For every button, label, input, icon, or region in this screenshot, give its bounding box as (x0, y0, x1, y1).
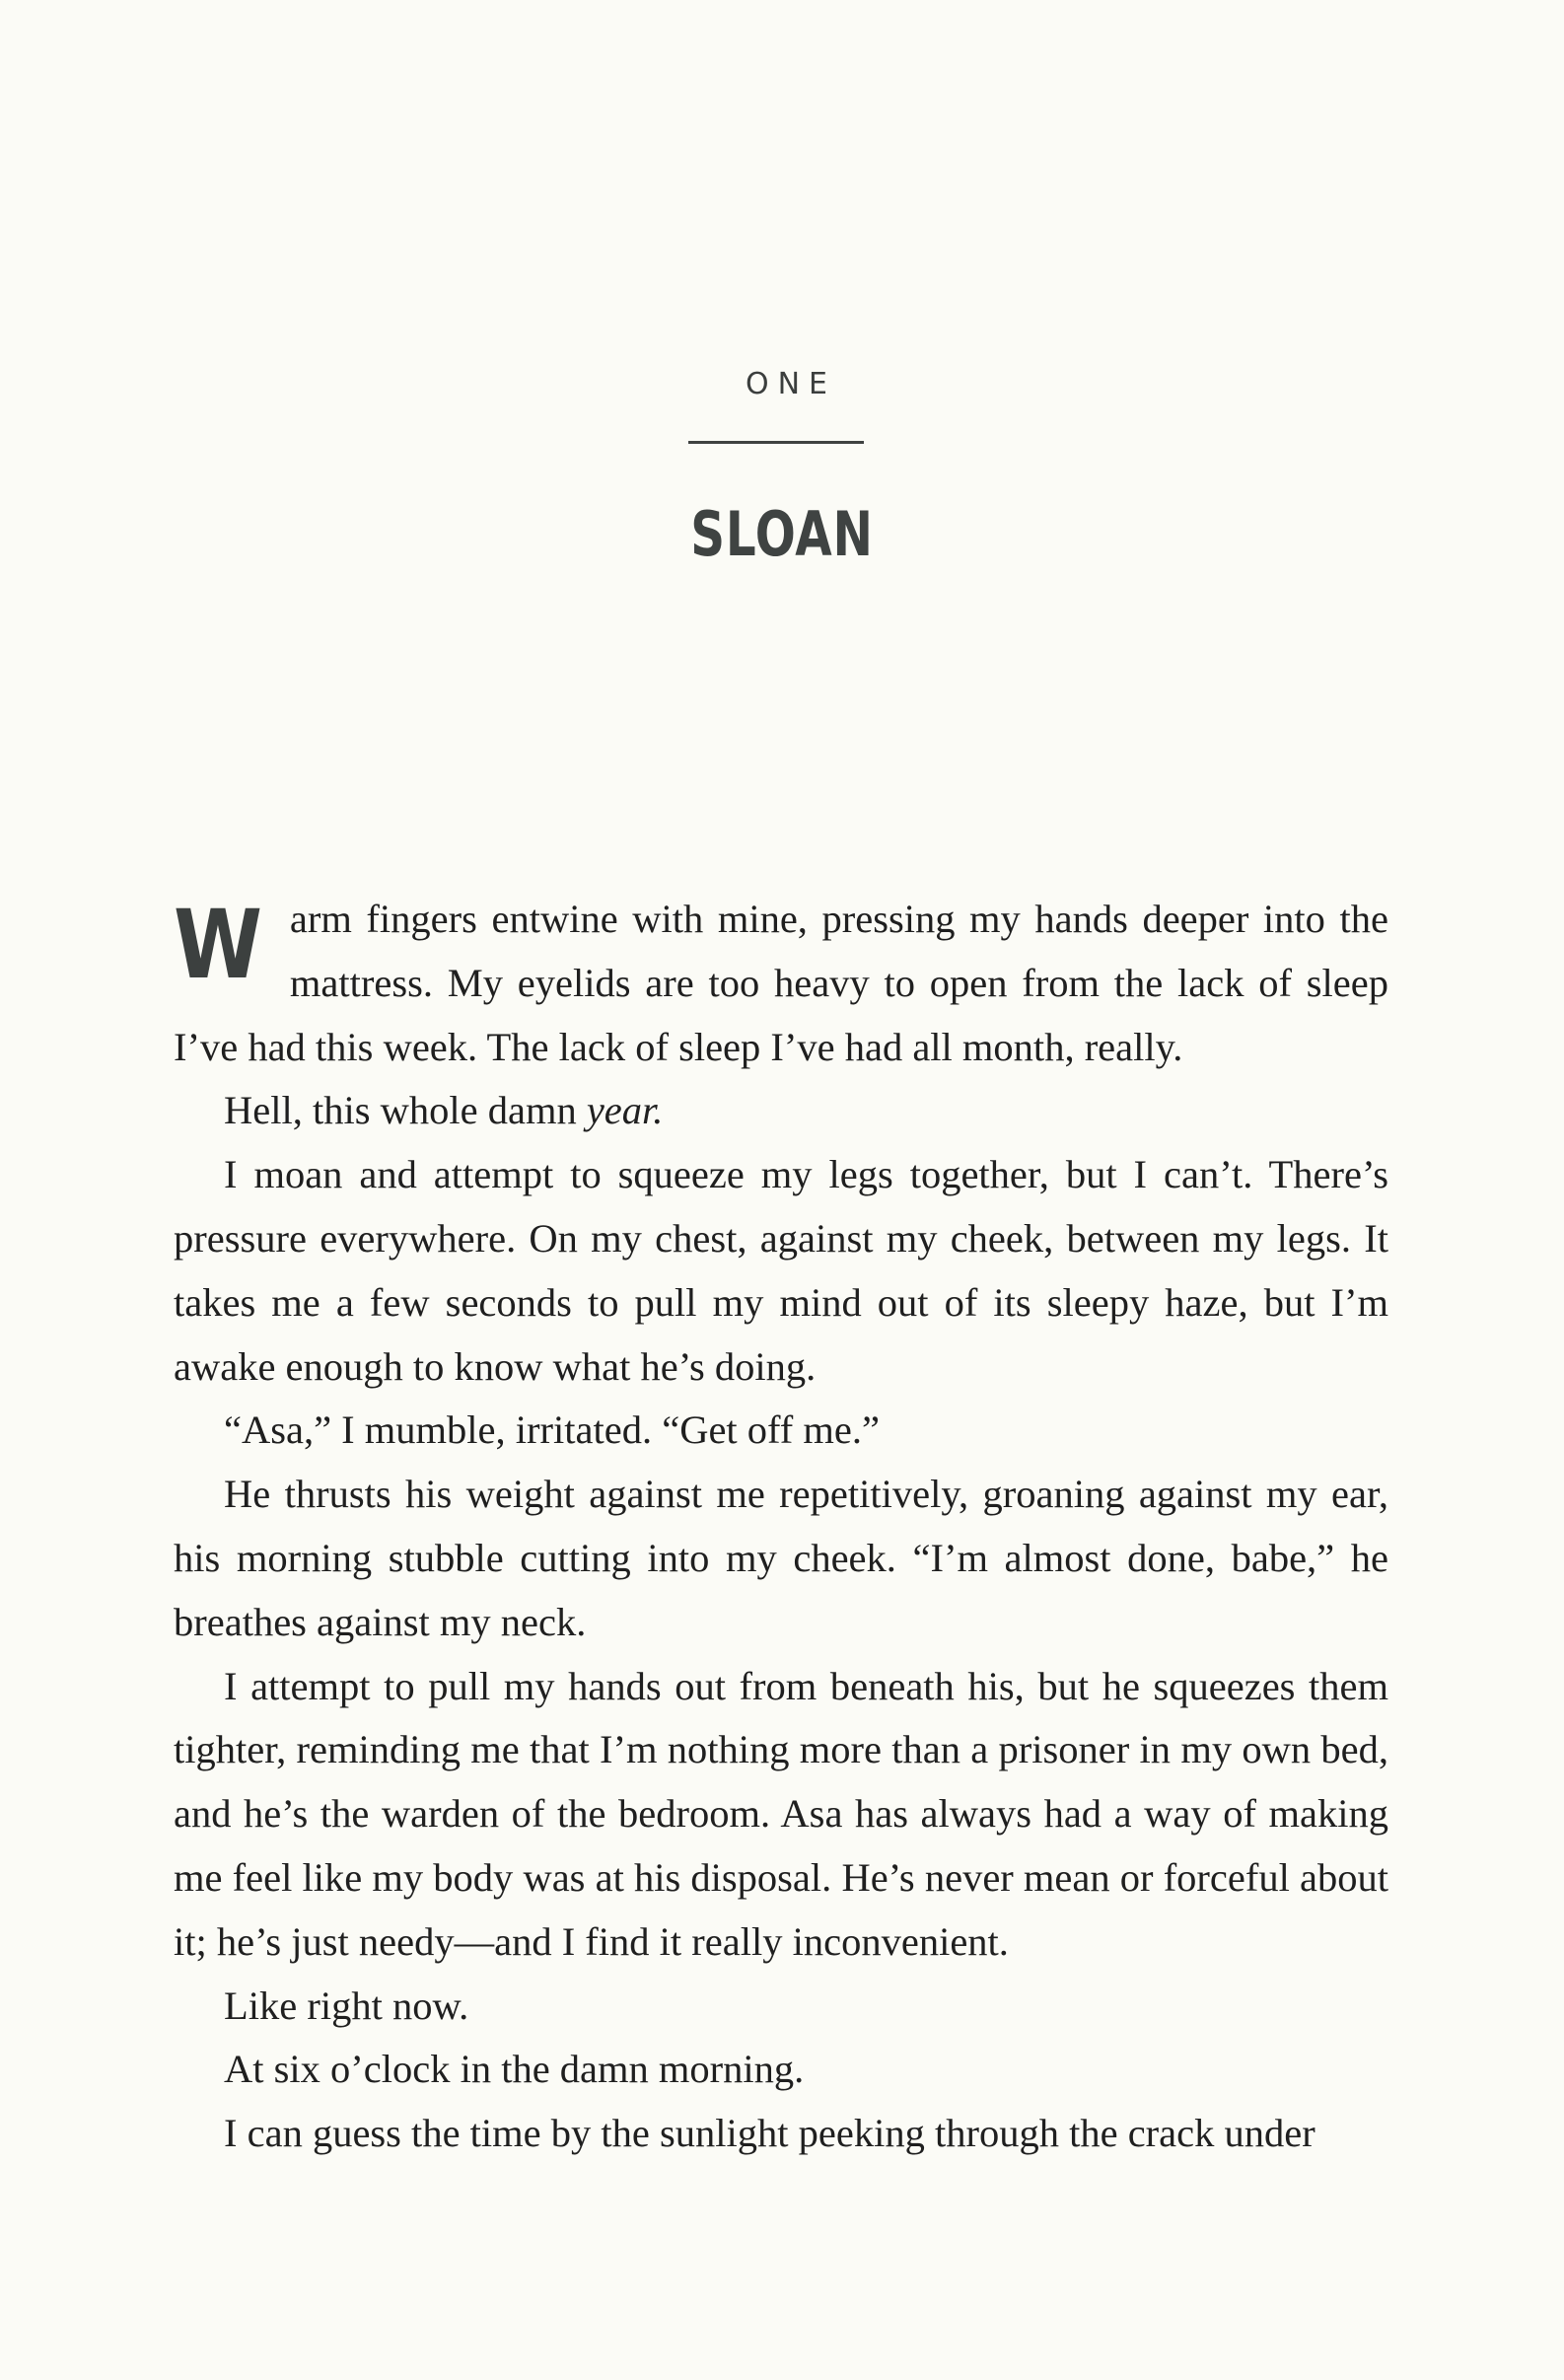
paragraph-3: I moan and attempt to squeeze my legs together, but I can’t. There’s pressure everywhere. On my chest, against my cheek, between my legs. It takes me a few seconds to pull my mind out of its sleepy haze, but I’m awake enough to know what he’s doing. (174, 1152, 1388, 1389)
chapter-title: SLOAN (690, 498, 874, 570)
drop-cap: W (174, 890, 263, 1000)
paragraph-6: I attempt to pull my hands out from beneath his, but he squeezes them tighter, reminding me that I’m nothing more than a prisoner in my own bed, and he’s the warden of the bedroom. Asa has always had a way of making me feel like my body was at his disposal. He’s never mean or forceful about it; he’s just needy—and I find it really inconvenient. (174, 1663, 1388, 1964)
paragraph-9: I can guess the time by the sunlight peeking through the crack under (224, 2111, 1315, 2156)
paragraph-1-text: arm fingers entwine with mine, pressing my hands deeper into the mattress. My eyelids are too heavy to open from the lack of sleep I’ve had this week. The lack of sleep I’ve had all month, really. (174, 897, 1388, 1069)
chapter-number: ONE (745, 367, 836, 401)
paragraph-2-text: Hell, this whole damn (224, 1088, 587, 1133)
paragraph-7: Like right now. (224, 1983, 469, 2028)
paragraph-8: At six o’clock in the damn morning. (224, 2047, 805, 2092)
paragraph-5: He thrusts his weight against me repetitively, groaning against my ear, his morning stubble cutting into my cheek. “I’m almost done, babe,” he breathes against my neck. (174, 1472, 1388, 1644)
paragraph-1 (174, 888, 1388, 1079)
chapter-divider (688, 441, 864, 444)
paragraph-4: “Asa,” I mumble, irritated. “Get off me.” (224, 1407, 880, 1453)
paragraph-2 (174, 1079, 1388, 1143)
chapter-body (174, 888, 1388, 2166)
paragraph-2-emphasis: year. (586, 1088, 664, 1133)
